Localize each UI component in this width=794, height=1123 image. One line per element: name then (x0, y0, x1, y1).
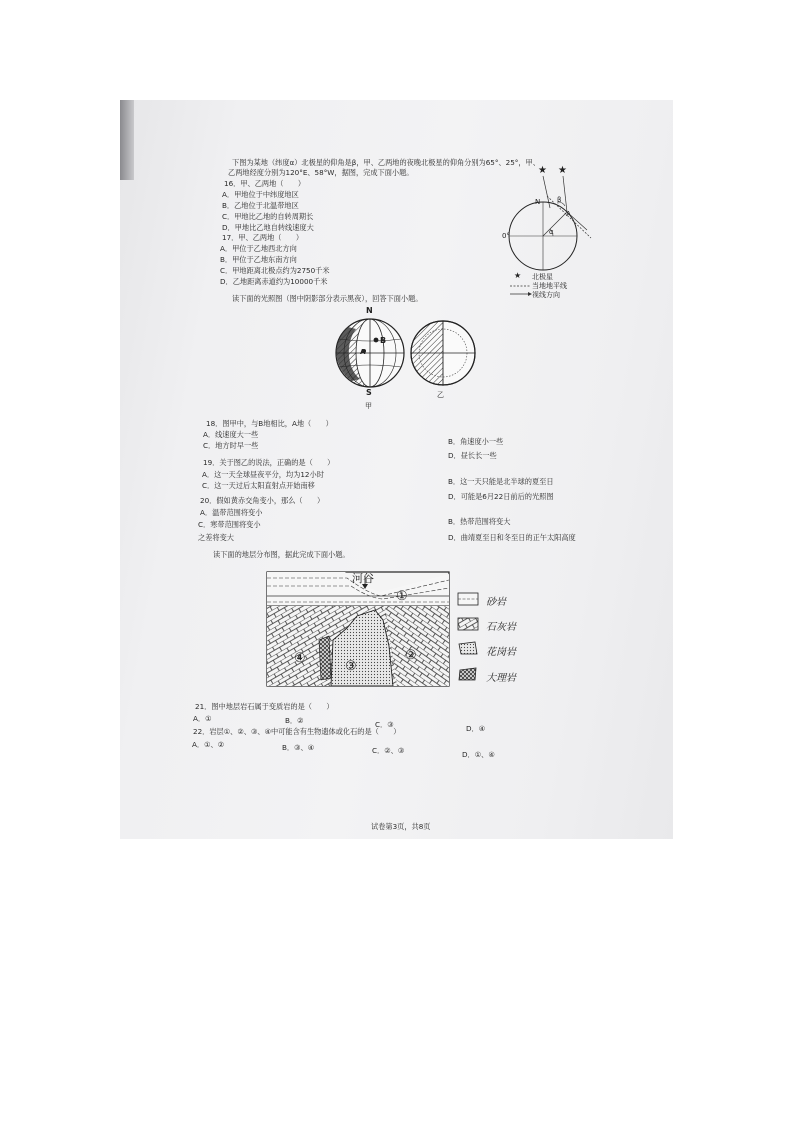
q20-option-c: C．寒带范围将变小 (198, 520, 261, 529)
q20-option-d-tail: 之差将变大 (198, 533, 234, 542)
legend-marble: 大理岩 (486, 673, 516, 684)
q16-stem: 16．甲、乙两地（ ） (224, 179, 306, 188)
q16-option-a: A．甲地位于中纬度地区 (222, 190, 299, 199)
intro-2: 读下面的光照图（图中阴影部分表示黑夜），回答下面小题。 (232, 294, 423, 303)
q21-option-d: D．④ (466, 724, 486, 733)
label-jia: 甲 (365, 402, 372, 410)
q21-option-c: C．③ (375, 720, 394, 729)
q18-stem: 18．图甲中，与B地相比，A地（ ） (206, 419, 333, 428)
q21-option-a: A．① (193, 714, 212, 723)
legend-granite: 花岗岩 (486, 647, 516, 658)
q17-option-c: C．甲地距离北极点约为2750千米 (220, 266, 330, 275)
label-stratum-2: ② (405, 648, 417, 663)
legend-polaris: 北极星 (532, 273, 553, 281)
label-beta: β (557, 196, 562, 204)
q17-option-b: B．甲位于乙地东南方向 (220, 255, 297, 264)
q21-option-b: B．② (285, 716, 304, 725)
q19-stem: 19．关于图乙的说法，正确的是（ ） (203, 458, 335, 467)
label-n: N (535, 198, 541, 206)
q22-stem: 22．岩层①、②、③、④中可能含有生物遗体或化石的是（ ） (193, 727, 401, 736)
q18-option-a: A．线速度大一些 (203, 430, 259, 439)
strata-legend-icons (457, 592, 481, 684)
label-yi: 乙 (437, 391, 444, 399)
label-zero-degree: 0° (502, 232, 510, 240)
q20-option-d: D．曲靖夏至日和冬至日的正午太阳高度 (448, 533, 576, 542)
intro-3: 读下面的地层分布图，据此完成下面小题。 (213, 550, 350, 559)
q19-option-c: C．这一天过后太阳直射点开始南移 (202, 481, 315, 490)
label-valley: 河谷 (352, 572, 374, 585)
illumination-diagram (330, 305, 490, 415)
q19-option-b: B．这一天只能是北半球的夏至日 (448, 477, 554, 486)
intro-line-1: 下图为某地（纬度α）北极星的仰角是β，甲、乙两地的夜晚北极星的仰角分别为65°、25°，甲、 (232, 158, 540, 167)
q22-option-a: A．①、② (192, 740, 225, 749)
star-icon: ★ (558, 165, 567, 176)
q22-option-d: D．①、④ (462, 750, 495, 759)
label-a-jia: A (360, 348, 366, 356)
label-stratum-1: ① (396, 589, 408, 604)
q20-stem: 20．假如黄赤交角变小，那么（ ） (200, 496, 325, 505)
q18-option-d: D．昼长长一些 (448, 451, 497, 460)
page-footer: 试卷第3页，共8页 (371, 822, 431, 831)
legend-sandstone: 砂岩 (486, 597, 506, 608)
q18-option-c: C．地方时早一些 (203, 441, 259, 450)
q22-option-c: C．②、③ (372, 746, 405, 755)
q18-option-b: B．角速度小一些 (448, 437, 504, 446)
star-icon: ★ (538, 165, 547, 176)
legend-horizon: 当地地平线 (532, 282, 567, 290)
q17-option-d: D．乙地距离赤道约为10000千米 (220, 277, 328, 286)
label-stratum-3: ③ (345, 659, 357, 674)
photo-edge-shadow (120, 100, 134, 180)
star-icon: ★ (514, 271, 522, 280)
q19-option-d: D．可能是6月22日前后的光照图 (448, 492, 554, 501)
label-s-jia: S (366, 388, 372, 397)
q16-option-d: D．甲地比乙地自转线速度大 (222, 223, 314, 232)
q21-stem: 21．图中地层岩石属于变质岩的是（ ） (195, 702, 334, 711)
strata-diagram (265, 568, 455, 693)
label-n-jia: N (366, 306, 373, 315)
q20-option-b: B．热带范围将变大 (448, 517, 511, 526)
legend-limestone: 石灰岩 (486, 622, 516, 633)
label-a: A (566, 210, 571, 218)
label-stratum-4: ④ (294, 651, 306, 666)
label-alpha: α (549, 228, 554, 236)
q20-option-a: A．温带范围将变小 (200, 508, 263, 517)
q22-option-b: B．③、④ (282, 743, 315, 752)
intro-line-2: 乙两地经度分别为120°E、58°W，据图，完成下面小题。 (228, 168, 414, 177)
q16-option-b: B．乙地位于北温带地区 (222, 201, 299, 210)
q16-option-c: C．甲地比乙地的自转周期长 (222, 212, 314, 221)
label-b: B (380, 336, 387, 345)
q19-option-a: A．这一天全球昼夜平分，均为12小时 (202, 470, 324, 479)
legend-sightline: 视线方向 (532, 291, 560, 299)
q17-stem: 17．甲、乙两地（ ） (222, 233, 304, 242)
q17-option-a: A．甲位于乙地西北方向 (220, 244, 297, 253)
